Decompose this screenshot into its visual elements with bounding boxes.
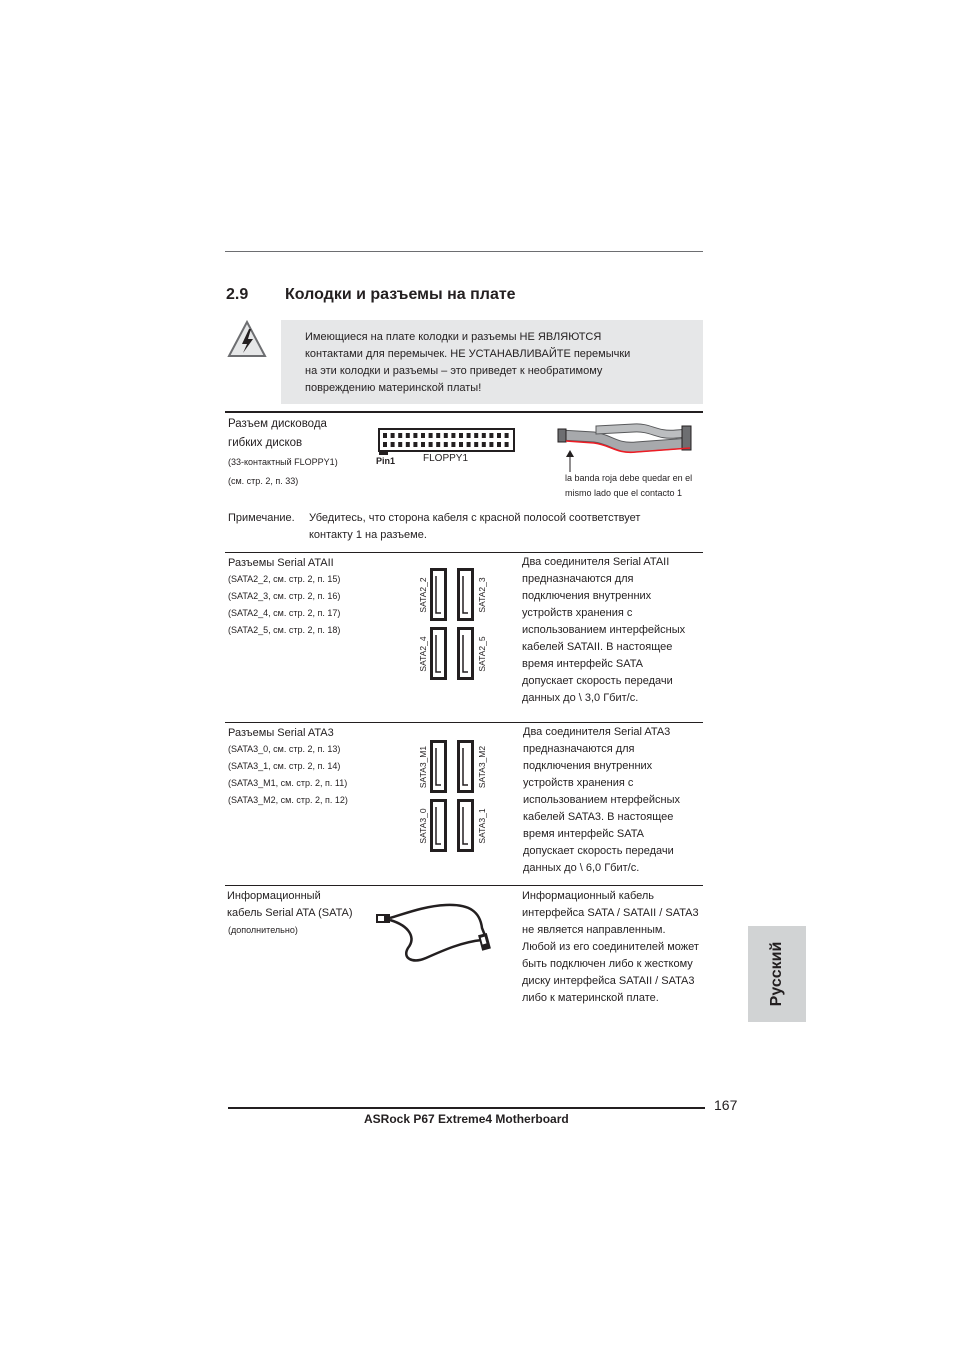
floppy-pin xyxy=(406,442,410,447)
floppy-pin xyxy=(413,433,417,438)
floppy-pin xyxy=(444,442,448,447)
sata2-port-label: SATA2_3 xyxy=(477,577,487,613)
footer-rule xyxy=(228,1107,705,1109)
warning-bottom-rule xyxy=(225,411,703,413)
floppy-pin xyxy=(429,433,433,438)
floppy-pin xyxy=(467,442,471,447)
floppy-pin xyxy=(398,433,402,438)
section-divider xyxy=(225,722,703,723)
floppy-pin xyxy=(505,442,509,447)
floppy-note-label: Примечание. xyxy=(228,512,295,524)
floppy-pin xyxy=(436,442,440,447)
floppy-pin xyxy=(429,442,433,447)
language-tab-label: Русский xyxy=(768,941,785,1007)
sata2-description: Два соединителя Serial ATAII предназначаются для подключения внутренних устройств хранения с использованием интерфейсных кабелей SATAII. В настоящее время интерфейс SATA допускает скорость передачи данных до \ 3,0 Гбит/с. xyxy=(522,556,686,704)
floppy-pin xyxy=(451,442,455,447)
sata3-port-label: SATA3_M2 xyxy=(477,745,487,789)
floppy-pin xyxy=(451,433,455,438)
floppy-pin xyxy=(383,433,387,438)
sata-cable-description: Информационный кабель интерфейса SATA / SATAII / SATA3 не является направленным. Любой из его соединителей может быть подключен либо к жесткому диску интерфейса SATAII / SATA3 либо к материнской плате. xyxy=(522,890,699,1004)
sata-cable-image xyxy=(374,900,498,968)
sata2-port-label: SATA2_5 xyxy=(477,636,487,672)
floppy-pin xyxy=(489,442,493,447)
section-divider xyxy=(225,885,703,886)
sata2-title: Разъемы Serial ATAII xyxy=(228,557,334,569)
floppy-refs: (33-контактный FLOPPY1) (см. стр. 2, п. 33) xyxy=(228,457,338,486)
floppy-pin xyxy=(383,442,387,447)
floppy-pin xyxy=(391,433,395,438)
floppy-pin xyxy=(497,442,501,447)
sata3-ports-diagram xyxy=(430,740,478,852)
floppy-pin xyxy=(398,442,402,447)
warning-triangle-icon xyxy=(227,320,267,358)
sata2-ports-diagram xyxy=(430,568,478,680)
language-tab xyxy=(748,926,806,1022)
sata2-port-label: SATA2_2 xyxy=(418,577,428,613)
sata2-port-label: SATA2_4 xyxy=(418,636,428,672)
floppy-pin xyxy=(489,433,493,438)
sata3-title: Разъемы Serial ATA3 xyxy=(228,727,334,739)
floppy-pin xyxy=(482,433,486,438)
sata3-description: Два соединителя Serial ATA3 предназначаются для подключения внутренних устройств хранения с использованием нтерфейсных кабелей SATA3. В настоящее время интерфейс SATA допускает скорость передачи данных до \ 6,0 Гбит/с. xyxy=(523,726,680,874)
warning-text: Имеющиеся на плате колодки и разъемы НЕ ЯВЛЯЮТСЯ контактами для перемычек. НЕ УСТАНАВЛИВАЙТЕ перемычки на эти колодки и разъемы – это приведет к необратимому повреждению материнской платы! xyxy=(305,331,631,394)
section-number: 2.9 xyxy=(226,286,249,303)
footer-title: ASRock P67 Extreme4 Motherboard xyxy=(364,1112,569,1126)
sata-cable-title: Информационный кабель Serial ATA (SATA) xyxy=(227,890,353,919)
floppy-note-text: Убедитесь, что сторона кабеля с красной полосой соответствует контакту 1 на разъеме. xyxy=(309,512,641,541)
floppy-pin xyxy=(421,442,425,447)
sata3-port-label: SATA3_1 xyxy=(477,808,487,844)
sata3-refs: (SATA3_0, см. стр. 2, п. 13) (SATA3_1, см. стр. 2, п. 14) (SATA3_M1, см. стр. 2, п. 11) (SATA3_M2, см. стр. 2, п. 12) xyxy=(228,744,348,805)
floppy-ribbon-cable-image xyxy=(556,420,696,475)
floppy-cable-note: la banda roja debe quedar en el mismo lado que el contacto 1 xyxy=(565,473,693,498)
floppy-pin xyxy=(391,442,395,447)
floppy-title: Разъем дисковода гибких дисков xyxy=(228,418,327,449)
floppy-pin xyxy=(505,433,509,438)
section-title: Колодки и разъемы на плате xyxy=(285,286,516,303)
floppy-pin xyxy=(436,433,440,438)
floppy-pin xyxy=(421,433,425,438)
page-number: 167 xyxy=(714,1097,738,1113)
floppy-pin xyxy=(406,433,410,438)
sata-cable-refs: (дополнительно) xyxy=(228,925,298,935)
floppy-pin xyxy=(474,442,478,447)
section-divider xyxy=(225,552,703,553)
top-rule xyxy=(225,251,703,252)
floppy-pin xyxy=(444,433,448,438)
floppy-pin xyxy=(459,433,463,438)
floppy-pin xyxy=(474,433,478,438)
floppy-pin xyxy=(482,442,486,447)
floppy-pin xyxy=(497,433,501,438)
floppy-pin1-label: Pin1 xyxy=(376,456,396,466)
floppy-connector-label: FLOPPY1 xyxy=(423,453,469,464)
sata2-refs: (SATA2_2, см. стр. 2, п. 15) (SATA2_3, см. стр. 2, п. 16) (SATA2_4, см. стр. 2, п. 17) (SATA2_5, см. стр. 2, п. 18) xyxy=(228,574,341,635)
floppy-pin xyxy=(459,442,463,447)
floppy-pin xyxy=(413,442,417,447)
sata3-port-label: SATA3_M1 xyxy=(418,745,428,789)
floppy-pin xyxy=(467,433,471,438)
sata3-port-label: SATA3_0 xyxy=(418,808,428,844)
